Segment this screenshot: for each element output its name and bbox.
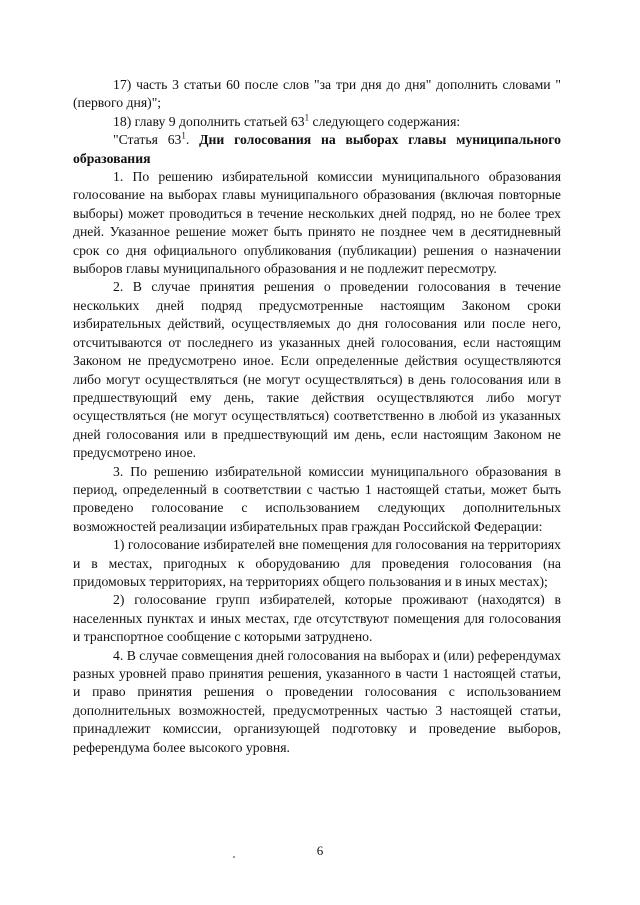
- item-18-prefix: 18) главу 9 дополнить статьей 63: [113, 113, 305, 129]
- item-18-suffix: следующего содержания:: [309, 113, 461, 129]
- document-body: [73, 76, 561, 757]
- paragraph-4: 4. В случае совмещения дней голосования на выборах и (или) референдумах разных уровней право принятия решения, указанного в части 1 настоящей статьи, и право принятия решения о проведении голосования с использованием дополнительных возможностей, предусмотренных частью 3 настоящей статьи, принадлежит комиссии, организующей подготовку и проведение выборов, референдума более высокого уровня.: [73, 647, 561, 755]
- article-dot: .: [185, 132, 200, 148]
- item-18-superscript: 1: [304, 112, 310, 123]
- paragraph-3: 3. По решению избирательной комиссии муниципального образования в период, определенный в соответствии с частью 1 настоящей статьи, может быть проведено голосование с использованием следующих дополнительных возможностей реализации избирательных прав граждан Российской Федерации:: [73, 463, 561, 534]
- article-superscript: 1: [181, 130, 186, 141]
- page-number: 6: [316, 843, 324, 858]
- item-17: 17) часть 3 статьи 60 после слов "за три дня до дня" дополнить словами "(первого дня)";: [73, 77, 561, 111]
- article-prefix: "Статья 63: [113, 132, 182, 148]
- item-18: [73, 113, 561, 131]
- paragraph-1: 1. По решению избирательной комиссии муниципального образования голосование на выборах главы муниципального образования (включая повторные выборы) может проводиться в течение нескольких дней подряд, но не более трех дней. Указанное решение может быть принято не позднее чем в десятидневный срок со дня официального опубликования (публикации) решения о назначении выборов главы муниципального образования и не подлежит пересмотру.: [73, 169, 561, 277]
- paragraph-3-item-1: 1) голосование избирателей вне помещения для голосования на территориях и в местах, пригодных к оборудованию для проведения голосования (на придомовых территориях, на территориях общего пользования и в иных местах);: [73, 537, 561, 589]
- paragraph-2: 2. В случае принятия решения о проведении голосования в течение нескольких дней подряд предусмотренные настоящим Законом сроки избирательных действий, осуществляемых до дня голосования или после него, отсчитываются от последнего из указанных дней голосования, если настоящим Законом не предусмотрено иное. Если определенные действия осуществляются либо могут осуществляться (не могут осуществляться) в день голосования или в предшествующий ему день, такие действия осуществляются либо могут осуществляться (не могут осуществляться) соответственно в любой из указанных дней голосования или в предшествующий им день, если настоящим Законом не предусмотрено иное.: [73, 279, 561, 461]
- paragraph-3-item-2: 2) голосование групп избирателей, которые проживают (находятся) в населенных пунктах и иных местах, где отсутствуют помещения для голосования и транспортное сообщение с которыми затруднено.: [73, 592, 561, 645]
- article-title: Дни голосования на выборах главы муниципального образования: [73, 132, 561, 166]
- scan-speck: [233, 856, 235, 858]
- article-heading: [73, 131, 561, 168]
